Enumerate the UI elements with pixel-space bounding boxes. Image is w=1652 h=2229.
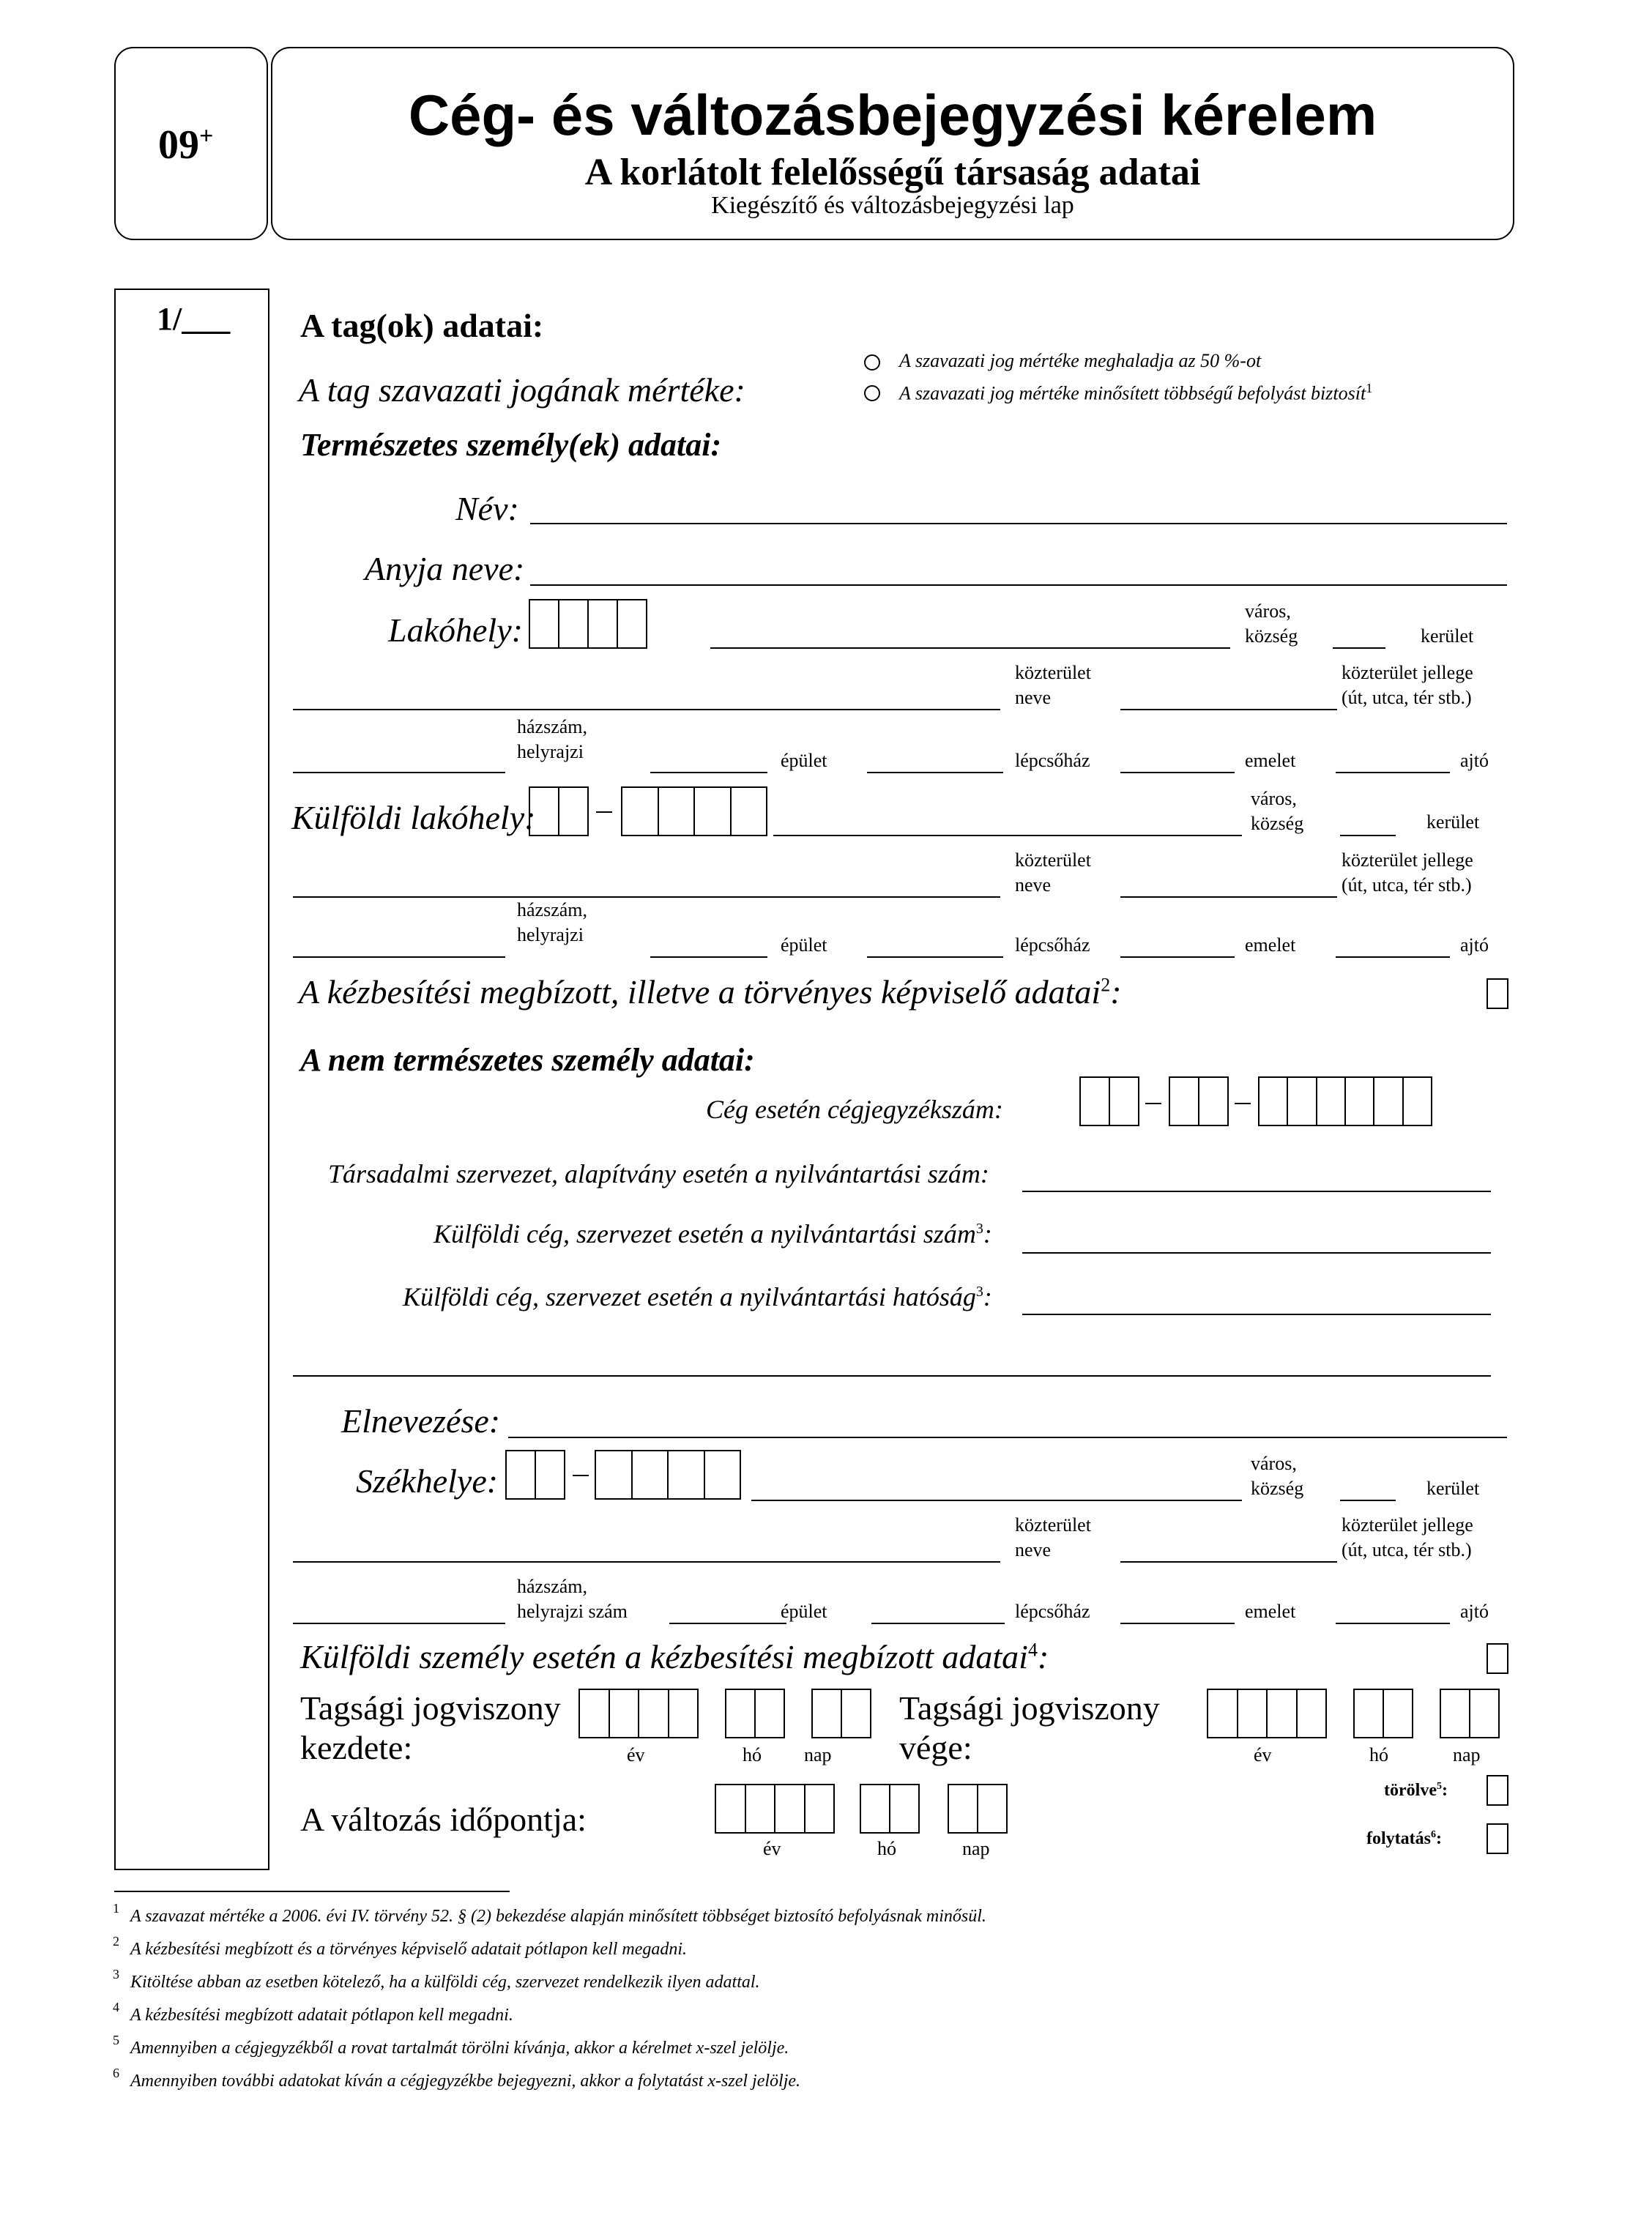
foreign-auth-label: [403, 1281, 992, 1312]
membership-end-month[interactable]: [1353, 1689, 1413, 1738]
house-label-1: házszám,: [517, 899, 588, 920]
seat-stairway-field[interactable]: [871, 1623, 1005, 1624]
footnote-number: 3: [113, 1967, 119, 1981]
footnote-text: Amennyiben a cégjegyzékből a rovat tartalmát törölni kívánja, akkor a kérelmet x-szel jelölje.: [130, 2039, 789, 2058]
deleted-checkbox[interactable]: [1487, 1775, 1508, 1806]
ngo-no-label: Társadalmi szervezet, alapítvány esetén a nyilvántartási szám:: [328, 1159, 989, 1188]
residence-street-field[interactable]: [293, 709, 1000, 710]
foreign-residence-floor-label: emelet: [1245, 934, 1296, 956]
seat-zip-boxes[interactable]: [595, 1450, 741, 1500]
foreign-agent-colon: :: [1037, 1638, 1049, 1675]
foreign-residence-house-label: [517, 898, 587, 948]
reg-no-serial-boxes[interactable]: [1258, 1076, 1432, 1126]
vote-option-1-radio[interactable]: [864, 354, 880, 371]
vote-option-2-radio[interactable]: [864, 385, 880, 401]
seat-building-label: épület: [781, 1601, 827, 1622]
agent-label: [299, 972, 1122, 1011]
public-type-label-2: (út, utca, tér stb.): [1342, 687, 1472, 708]
residence-street-label: [1015, 660, 1091, 710]
legal-name-field[interactable]: [508, 1437, 1507, 1438]
foreign-residence-district-label: kerület: [1426, 811, 1480, 833]
page-subsubtitle: Kiegészítő és változásbejegyzési lap: [711, 192, 1074, 219]
continued-sup: 6: [1430, 1829, 1436, 1840]
change-month-label: hó: [877, 1838, 896, 1859]
public-space-label-1: közterület: [1015, 849, 1091, 871]
section-number-column: [114, 289, 269, 1870]
foreign-residence-street-field[interactable]: [293, 896, 1000, 898]
continued-text: folytatás: [1366, 1829, 1431, 1848]
foreign-residence-district-field[interactable]: [1340, 835, 1396, 836]
seat-door-field[interactable]: [1336, 1623, 1450, 1624]
reg-no-dash-1: [1145, 1103, 1161, 1104]
public-space-label-1: közterület: [1015, 1514, 1091, 1536]
seat-stairway-label: lépcsőház: [1015, 1601, 1090, 1622]
end-day-label: nap: [1453, 1744, 1481, 1765]
house-label-2: helyrajzi: [517, 924, 584, 945]
residence-city-label: [1245, 599, 1298, 649]
seat-house-field[interactable]: [293, 1623, 505, 1624]
seat-street-type-field[interactable]: [1120, 1561, 1337, 1563]
vote-option-2-sup: 1: [1366, 381, 1373, 395]
deleted-sup: 5: [1436, 1781, 1442, 1792]
public-space-label-2: neve: [1015, 687, 1052, 708]
public-space-label-2: neve: [1015, 874, 1052, 896]
residence-floor-field[interactable]: [1120, 772, 1235, 773]
foreign-residence-door-label: ajtó: [1460, 934, 1489, 956]
change-year[interactable]: [715, 1784, 835, 1834]
city-label-2: község: [1251, 813, 1304, 834]
title-box: [271, 47, 1514, 240]
public-type-label-2: (út, utca, tér stb.): [1342, 1539, 1472, 1560]
natural-heading: Természetes személy(ek) adatai:: [300, 427, 722, 463]
seat-floor-label: emelet: [1245, 1601, 1296, 1622]
reg-no-dash-2: [1235, 1103, 1251, 1104]
foreign-no-field[interactable]: [1022, 1252, 1491, 1254]
footnote-number: 1: [113, 1901, 119, 1916]
foreign-agent-text: Külföldi személy esetén a kézbesítési megbízott adatai: [300, 1638, 1028, 1675]
form-code: [158, 122, 213, 168]
mother-label: Anyja neve:: [365, 550, 525, 587]
residence-door-label: ajtó: [1460, 750, 1489, 771]
deleted-colon: :: [1441, 1781, 1448, 1800]
footnote-text: A kézbesítési megbízott és a törvényes képviselő adatait pótlapon kell megadni.: [130, 1940, 688, 1959]
form-code-sup: +: [199, 122, 214, 150]
form-code-box: [114, 47, 268, 240]
residence-city-field[interactable]: [710, 647, 1230, 649]
residence-house-field[interactable]: [293, 772, 505, 773]
public-type-label-1: közterület jellege: [1342, 849, 1473, 871]
mother-field[interactable]: [530, 584, 1507, 586]
residence-district-field[interactable]: [1333, 647, 1385, 649]
residence-building-field[interactable]: [650, 772, 767, 773]
seat-district-label: kerület: [1426, 1478, 1480, 1499]
foreign-residence-floor-field[interactable]: [1120, 956, 1235, 958]
change-year-label: év: [763, 1838, 781, 1859]
foreign-residence-stairway-label: lépcsőház: [1015, 934, 1090, 956]
continued-label: [1366, 1829, 1442, 1849]
seat-street-label: [1015, 1513, 1091, 1563]
change-date-label: A változás időpontja:: [300, 1801, 587, 1838]
footnote-number: 6: [113, 2066, 119, 2080]
end-year-label: év: [1254, 1744, 1272, 1765]
city-label-2: község: [1251, 1478, 1304, 1499]
house-label-3: helyrajzi szám: [517, 1601, 628, 1622]
city-label-1: város,: [1251, 788, 1297, 809]
residence-building-label: épület: [781, 750, 827, 771]
footnote-number: 2: [113, 1934, 119, 1949]
agent-label-text: A kézbesítési megbízott, illetve a törvényes képviselő adatai: [299, 973, 1101, 1011]
vote-option-2-text: A szavazati jog mértéke minősített többségű befolyást biztosít: [899, 382, 1366, 404]
footnote-number: 4: [113, 2000, 119, 2014]
public-space-label-1: közterület: [1015, 662, 1091, 683]
end-month-label: hó: [1369, 1744, 1388, 1765]
continued-colon: :: [1435, 1829, 1442, 1848]
foreign-residence-country-boxes[interactable]: [529, 786, 589, 836]
page-title: Cég- és változásbejegyzési kérelem: [408, 83, 1377, 147]
seat-country-boxes[interactable]: [505, 1450, 565, 1500]
membership-end-label: [899, 1689, 1160, 1768]
membership-start-label: [300, 1689, 561, 1768]
public-space-label-2: neve: [1015, 1539, 1052, 1560]
footnote-separator: [114, 1891, 510, 1892]
deleted-label: [1384, 1781, 1448, 1801]
residence-stairway-field[interactable]: [867, 772, 1003, 773]
foreign-residence-city-field[interactable]: [773, 835, 1242, 836]
legal-name-label: Elnevezése:: [341, 1402, 501, 1440]
start-day-label: nap: [804, 1744, 832, 1765]
agent-label-colon: :: [1110, 973, 1122, 1011]
name-field[interactable]: [530, 523, 1507, 524]
membership-end-line-1: Tagsági jogviszony: [899, 1689, 1160, 1727]
seat-district-field[interactable]: [1340, 1500, 1396, 1501]
residence-door-field[interactable]: [1336, 772, 1450, 773]
seat-label: Székhelye:: [356, 1462, 499, 1500]
seat-city-field[interactable]: [751, 1500, 1242, 1501]
continued-checkbox[interactable]: [1487, 1823, 1508, 1854]
residence-zip-boxes[interactable]: [529, 599, 647, 649]
foreign-residence-label: Külföldi lakóhely:: [291, 799, 536, 836]
foreign-auth-field[interactable]: [1022, 1314, 1491, 1315]
public-type-label-1: közterület jellege: [1342, 662, 1473, 683]
foreign-residence-street-label: [1015, 848, 1091, 898]
foreign-residence-house-field[interactable]: [293, 956, 505, 958]
footnote-text: Kitöltése abban az esetben kötelező, ha a külföldi cég, szervezet rendelkezik ilyen adattal.: [130, 1973, 760, 1992]
name-label: Név:: [455, 490, 519, 527]
house-label-2: helyrajzi: [517, 741, 584, 762]
seat-house-label: [517, 1574, 628, 1624]
change-day[interactable]: [948, 1784, 1008, 1834]
foreign-auth-text: Külföldi cég, szervezet esetén a nyilvántartási hatóság: [403, 1282, 976, 1311]
footnote-text: Amennyiben további adatokat kíván a cégjegyzékbe bejegyezni, akkor a folytatást x-szel jelölje.: [130, 2072, 801, 2091]
seat-building-field[interactable]: [669, 1623, 786, 1624]
footnote-number: 5: [113, 2033, 119, 2047]
agent-label-sup: 2: [1101, 974, 1111, 996]
foreign-no-colon: :: [983, 1219, 992, 1249]
seat-street-type-label: [1342, 1513, 1473, 1563]
foreign-no-label: [434, 1218, 992, 1249]
footnote-text: A kézbesítési megbízott adatait pótlapon kell megadni.: [130, 2006, 513, 2025]
membership-start-line-2: kezdete:: [300, 1729, 413, 1766]
agent-checkbox[interactable]: [1487, 978, 1508, 1009]
seat-city-label: [1251, 1451, 1303, 1501]
seat-door-label: ajtó: [1460, 1601, 1489, 1622]
extra-field[interactable]: [293, 1375, 1491, 1377]
vote-label: A tag szavazati jogának mértéke:: [299, 371, 745, 409]
foreign-residence-building-field[interactable]: [650, 956, 767, 958]
seat-street-field[interactable]: [293, 1561, 1000, 1563]
membership-start-line-1: Tagsági jogviszony: [300, 1689, 561, 1727]
ngo-no-field[interactable]: [1022, 1191, 1491, 1192]
membership-start-year[interactable]: [578, 1689, 699, 1738]
foreign-agent-sup: 4: [1027, 1639, 1038, 1661]
foreign-agent-checkbox[interactable]: [1487, 1643, 1508, 1674]
footnote-text: A szavazat mértéke a 2006. évi IV. törvény 52. § (2) bekezdése alapján minősített többséget biztosító befolyásnak minősül.: [130, 1907, 986, 1926]
house-label-1: házszám,: [517, 1576, 588, 1597]
reg-no-court-boxes[interactable]: [1079, 1076, 1139, 1126]
change-month[interactable]: [860, 1784, 920, 1834]
foreign-residence-door-field[interactable]: [1336, 956, 1450, 958]
city-label-1: város,: [1251, 1453, 1297, 1474]
membership-end-line-2: vége:: [899, 1729, 972, 1766]
membership-end-year[interactable]: [1207, 1689, 1327, 1738]
residence-house-label: [517, 715, 587, 764]
residence-label: Lakóhely:: [388, 611, 523, 649]
vote-option-1-label: A szavazati jog mértéke meghaladja az 50 %-ot: [899, 350, 1262, 371]
city-label-1: város,: [1245, 600, 1291, 622]
foreign-residence-building-label: épület: [781, 934, 827, 956]
reg-no-label: Cég esetén cégjegyzékszám:: [706, 1095, 1003, 1124]
seat-floor-field[interactable]: [1120, 1623, 1235, 1624]
residence-street-type-field[interactable]: [1120, 709, 1337, 710]
foreign-auth-sup: 3: [975, 1284, 983, 1300]
seat-dash: [573, 1475, 589, 1476]
public-type-label-1: közterület jellege: [1342, 1514, 1473, 1536]
membership-start-day[interactable]: [811, 1689, 871, 1738]
start-year-label: év: [627, 1744, 645, 1765]
vote-option-2-label: [899, 381, 1372, 405]
foreign-no-text: Külföldi cég, szervezet esetén a nyilvántartási szám: [434, 1219, 976, 1249]
members-heading: A tag(ok) adatai:: [300, 307, 544, 344]
membership-end-day[interactable]: [1440, 1689, 1500, 1738]
foreign-residence-city-label: [1251, 786, 1303, 836]
start-month-label: hó: [743, 1744, 762, 1765]
foreign-no-sup: 3: [975, 1221, 983, 1237]
foreign-auth-colon: :: [983, 1282, 992, 1311]
foreign-residence-zip-boxes[interactable]: [621, 786, 767, 836]
legal-heading: A nem természetes személy adatai:: [300, 1042, 755, 1078]
section-number: 1/___: [157, 301, 231, 337]
membership-start-month[interactable]: [725, 1689, 785, 1738]
residence-floor-label: emelet: [1245, 750, 1296, 771]
change-day-label: nap: [962, 1838, 990, 1859]
foreign-agent-label: [300, 1637, 1049, 1676]
residence-district-label: kerület: [1421, 625, 1474, 647]
public-type-label-2: (út, utca, tér stb.): [1342, 874, 1472, 896]
residence-stairway-label: lépcsőház: [1015, 750, 1090, 771]
residence-street-type-label: [1342, 660, 1473, 710]
city-label-2: község: [1245, 625, 1298, 647]
form-code-number: 09: [158, 122, 199, 168]
foreign-residence-street-type-label: [1342, 848, 1473, 898]
reg-no-form-boxes[interactable]: [1169, 1076, 1229, 1126]
deleted-text: törölve: [1384, 1781, 1437, 1800]
page-subtitle: A korlátolt felelősségű társaság adatai: [584, 152, 1201, 193]
foreign-residence-stairway-field[interactable]: [867, 956, 1003, 958]
house-label-1: házszám,: [517, 716, 588, 737]
foreign-residence-street-type-field[interactable]: [1120, 896, 1337, 898]
foreign-residence-dash: [596, 811, 612, 813]
